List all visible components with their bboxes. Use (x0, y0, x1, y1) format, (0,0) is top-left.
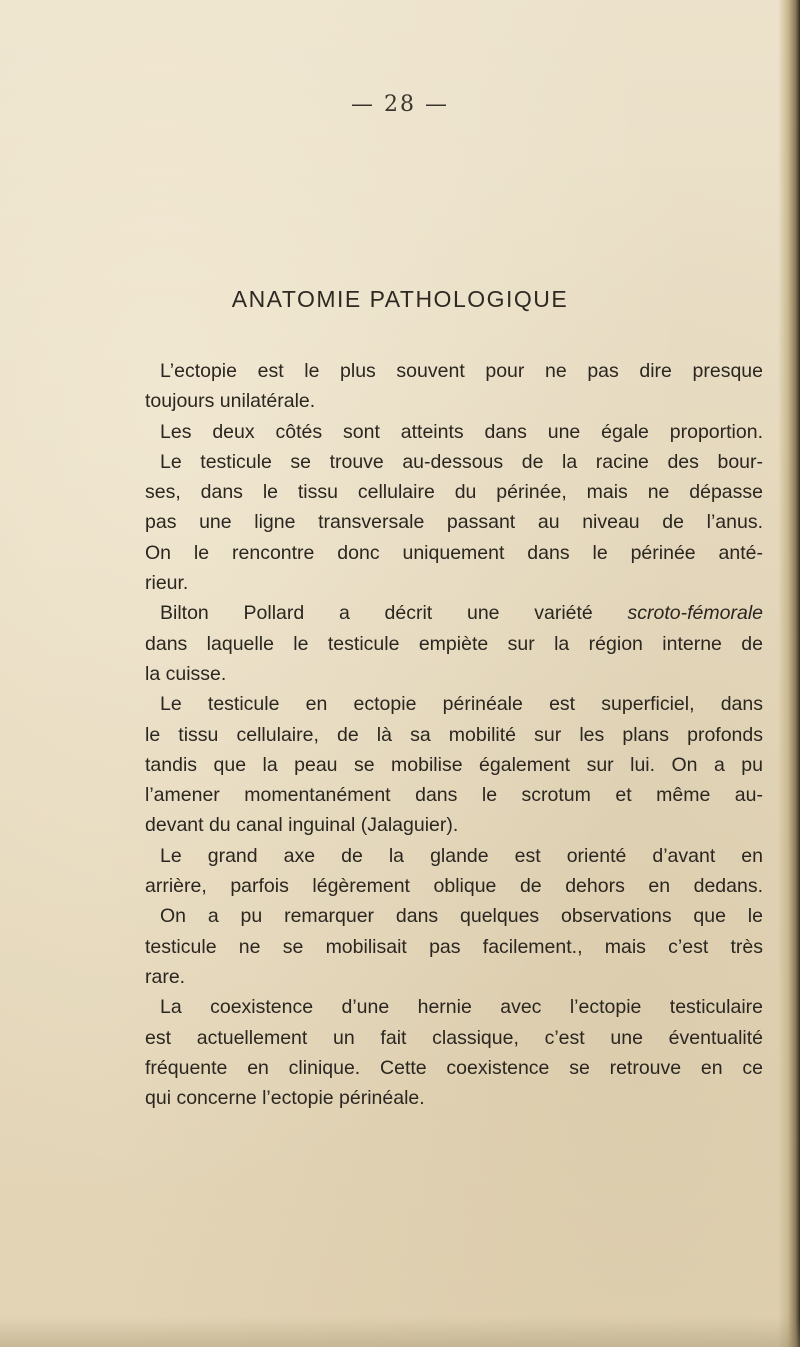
text-line: tandis que la peau se mobilise également sur lui. On a pu (145, 753, 763, 776)
paragraph (145, 447, 763, 598)
page-number: — 28 — (351, 92, 449, 117)
text-line: fréquente en clinique. Cette coexistence se retrouve en ce (145, 1056, 763, 1079)
paragraph (145, 841, 763, 902)
text-line: dans laquelle le testicule empiète sur la région interne de (145, 632, 763, 655)
text-line: le tissu cellulaire, de là sa mobilité sur les plans profonds (145, 723, 763, 746)
text-line: rare. (145, 965, 186, 988)
text-line: Le testicule se trouve au-dessous de la racine des bour- (160, 450, 763, 473)
paragraph (145, 356, 763, 417)
text-line (145, 598, 763, 628)
text-line: On a pu remarquer dans quelques observations que le (160, 905, 763, 928)
text-line: Les deux côtés sont atteints dans une égale proportion. (160, 420, 763, 443)
text-line: rieur. (145, 572, 189, 595)
text-line: arrière, parfois légèrement oblique de dehors en dedans. (145, 875, 763, 898)
text-line: ses, dans le tissu cellulaire du périnée, mais ne dépasse (145, 481, 763, 504)
text-line: Le grand axe de la glande est orienté d’avant en (160, 844, 763, 867)
page-edge-shadow (778, 0, 800, 1347)
italic-term: scroto-fémorale (627, 602, 763, 625)
paragraph (145, 689, 763, 840)
paragraph (145, 992, 763, 1113)
paragraph (145, 417, 763, 447)
paragraph (145, 901, 763, 992)
text-line: la cuisse. (145, 662, 227, 685)
section-title: ANATOMIE PATHOLOGIQUE (231, 286, 569, 312)
text-line: pas une ligne transversale passant au niveau de l’anus. (145, 511, 763, 534)
paragraph (145, 598, 763, 689)
text-line: testicule ne se mobilisait pas facilement., mais c’est très (145, 935, 763, 958)
text-line: On le rencontre donc uniquement dans le périnée anté- (145, 541, 763, 564)
text-line: toujours unilatérale. (145, 390, 316, 413)
bottom-shadow (0, 1317, 800, 1347)
text-line: est actuellement un fait classique, c’est une éventualité (145, 1026, 763, 1049)
body-text (145, 356, 763, 1113)
text-line: La coexistence d’une hernie avec l’ectopie testiculaire (160, 996, 763, 1019)
text-line: L’ectopie est le plus souvent pour ne pas dire presque (160, 360, 763, 382)
text-line: l’amener momentanément dans le scrotum et même au- (145, 784, 763, 807)
text-line: Le testicule en ectopie périnéale est superficiel, dans (160, 693, 763, 716)
text-fragment: Bilton Pollard a décrit une variété (160, 602, 593, 625)
text-line: qui concerne l’ectopie périnéale. (145, 1087, 425, 1110)
text-line: devant du canal inguinal (Jalaguier). (145, 814, 459, 837)
